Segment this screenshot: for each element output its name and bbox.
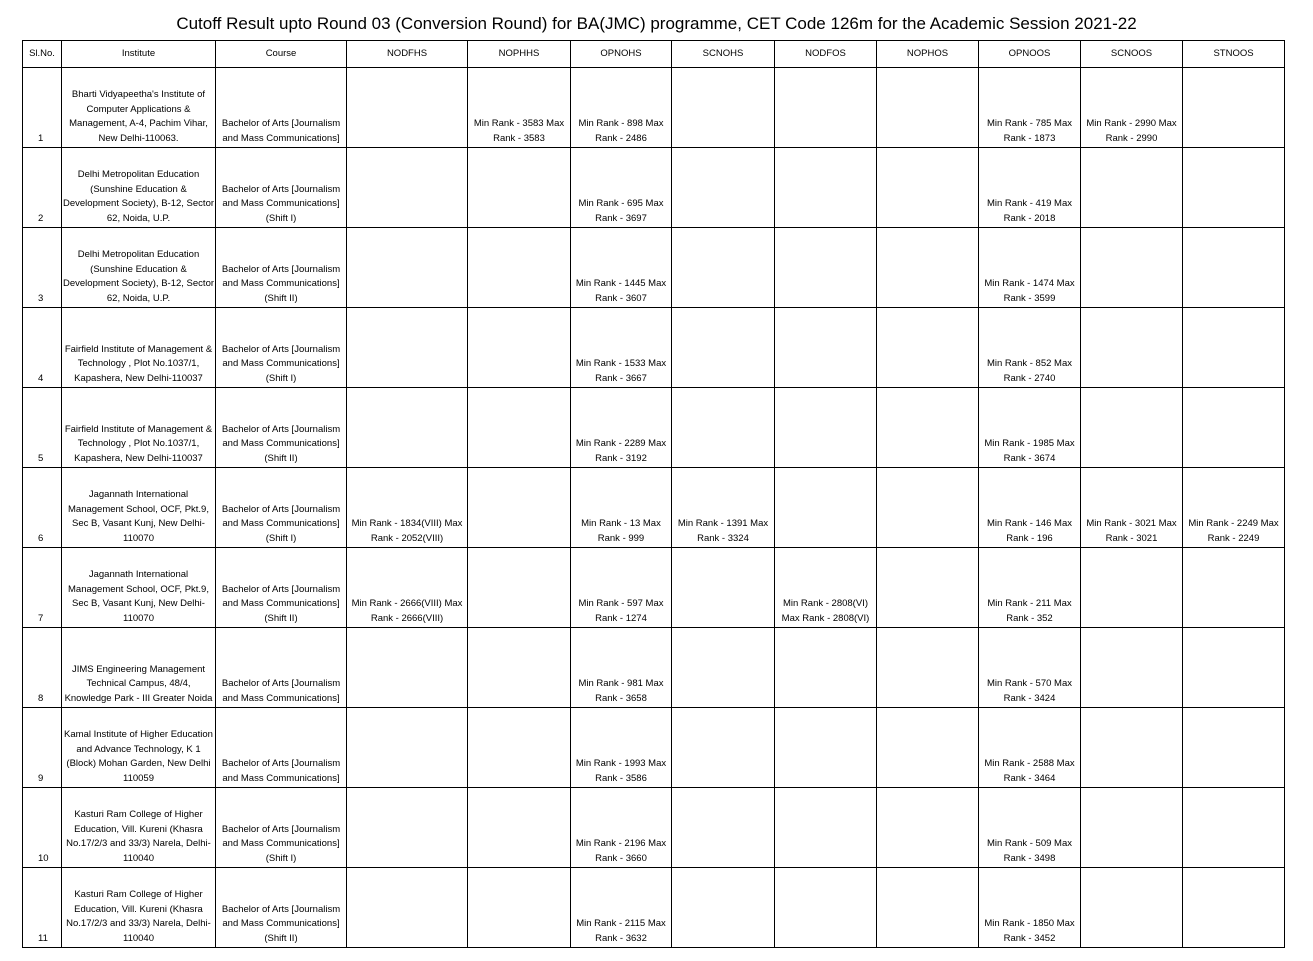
- cell-slno: 10: [23, 788, 62, 868]
- cell-opnoos: Min Rank - 570 Max Rank - 3424: [979, 628, 1081, 708]
- cell-institute: Kamal Institute of Higher Education and Advance Technology, K 1 (Block) Mohan Garden, New Delhi 110059: [62, 708, 216, 788]
- column-header-institute: Institute: [62, 41, 216, 68]
- cell-nodfos: [775, 228, 877, 308]
- cell-nodfhs: [347, 388, 468, 468]
- cell-nodfhs: [347, 708, 468, 788]
- cell-stnoos: [1183, 68, 1285, 148]
- table-row: [23, 868, 1285, 948]
- cell-course: Bachelor of Arts [Journalism and Mass Communications]: [216, 68, 347, 148]
- cell-slno: 7: [23, 548, 62, 628]
- cell-scnohs: [672, 68, 775, 148]
- cell-nophos: [877, 468, 979, 548]
- cell-nophhs: [468, 628, 571, 708]
- cell-course: Bachelor of Arts [Journalism and Mass Communications] (Shift II): [216, 228, 347, 308]
- cell-nodfos: [775, 628, 877, 708]
- cell-nophhs: [468, 468, 571, 548]
- column-header-opnoos: OPNOOS: [979, 41, 1081, 68]
- cell-nophhs: [468, 708, 571, 788]
- cell-stnoos: [1183, 708, 1285, 788]
- column-header-nodfos: NODFOS: [775, 41, 877, 68]
- cell-scnoos: [1081, 308, 1183, 388]
- cell-course: Bachelor of Arts [Journalism and Mass Communications]: [216, 708, 347, 788]
- cell-opnoos: Min Rank - 1474 Max Rank - 3599: [979, 228, 1081, 308]
- cell-nophos: [877, 148, 979, 228]
- cell-course: Bachelor of Arts [Journalism and Mass Communications] (Shift I): [216, 468, 347, 548]
- cell-nodfos: [775, 788, 877, 868]
- table-row: [23, 228, 1285, 308]
- cell-scnoos: [1081, 228, 1183, 308]
- cell-nodfhs: [347, 228, 468, 308]
- cell-slno: 11: [23, 868, 62, 948]
- cell-nodfhs: Min Rank - 1834(VIII) Max Rank - 2052(VIII): [347, 468, 468, 548]
- cell-nodfos: [775, 148, 877, 228]
- cell-nophos: [877, 628, 979, 708]
- table-header-row: [23, 41, 1285, 68]
- column-header-slno: Sl.No.: [23, 41, 62, 68]
- cell-opnoos: Min Rank - 852 Max Rank - 2740: [979, 308, 1081, 388]
- cell-nodfhs: [347, 868, 468, 948]
- cell-scnohs: [672, 868, 775, 948]
- table-row: [23, 548, 1285, 628]
- cell-scnoos: Min Rank - 3021 Max Rank - 3021: [1081, 468, 1183, 548]
- cell-nophos: [877, 548, 979, 628]
- cell-opnohs: Min Rank - 13 Max Rank - 999: [571, 468, 672, 548]
- cell-opnoos: Min Rank - 509 Max Rank - 3498: [979, 788, 1081, 868]
- page-title: Cutoff Result upto Round 03 (Conversion Round) for BA(JMC) programme, CET Code 126m for the Academic Session 2021-22: [176, 14, 1137, 33]
- cell-slno: 3: [23, 228, 62, 308]
- cell-nodfhs: [347, 68, 468, 148]
- cell-institute: Delhi Metropolitan Education (Sunshine Education & Development Society), B-12, Sector 62, Noida, U.P.: [62, 148, 216, 228]
- cell-institute: Delhi Metropolitan Education (Sunshine Education & Development Society), B-12, Sector 62, Noida, U.P.: [62, 228, 216, 308]
- cell-slno: 1: [23, 68, 62, 148]
- cell-nophhs: Min Rank - 3583 Max Rank - 3583: [468, 68, 571, 148]
- column-header-nophhs: NOPHHS: [468, 41, 571, 68]
- cell-opnohs: Min Rank - 981 Max Rank - 3658: [571, 628, 672, 708]
- cell-nodfhs: [347, 308, 468, 388]
- table-body: [23, 68, 1285, 948]
- cell-nodfos: [775, 868, 877, 948]
- cell-course: Bachelor of Arts [Journalism and Mass Communications] (Shift II): [216, 388, 347, 468]
- cell-institute: Jagannath International Management School, OCF, Pkt.9, Sec B, Vasant Kunj, New Delhi-110070: [62, 548, 216, 628]
- cell-scnohs: [672, 148, 775, 228]
- cell-slno: 4: [23, 308, 62, 388]
- cell-nodfos: [775, 388, 877, 468]
- cell-scnoos: [1081, 388, 1183, 468]
- cell-stnoos: Min Rank - 2249 Max Rank - 2249: [1183, 468, 1285, 548]
- cell-institute: Kasturi Ram College of Higher Education, Vill. Kureni (Khasra No.17/2/3 and 33/3) Narela, Delhi-110040: [62, 868, 216, 948]
- cell-scnoos: [1081, 868, 1183, 948]
- cell-opnohs: Min Rank - 695 Max Rank - 3697: [571, 148, 672, 228]
- table-row: [23, 388, 1285, 468]
- cell-nodfhs: [347, 148, 468, 228]
- cell-opnoos: Min Rank - 785 Max Rank - 1873: [979, 68, 1081, 148]
- cell-course: Bachelor of Arts [Journalism and Mass Communications] (Shift I): [216, 308, 347, 388]
- cell-institute: JIMS Engineering Management Technical Campus, 48/4, Knowledge Park - III Greater Noida: [62, 628, 216, 708]
- cell-scnohs: [672, 788, 775, 868]
- cell-nophos: [877, 228, 979, 308]
- cell-scnohs: [672, 708, 775, 788]
- cell-scnoos: [1081, 148, 1183, 228]
- cell-slno: 9: [23, 708, 62, 788]
- cell-course: Bachelor of Arts [Journalism and Mass Communications]: [216, 628, 347, 708]
- cell-nodfos: [775, 308, 877, 388]
- column-header-opnohs: OPNOHS: [571, 41, 672, 68]
- cell-course: Bachelor of Arts [Journalism and Mass Communications] (Shift I): [216, 788, 347, 868]
- cell-opnoos: Min Rank - 146 Max Rank - 196: [979, 468, 1081, 548]
- cell-nophos: [877, 708, 979, 788]
- column-header-scnoos: SCNOOS: [1081, 41, 1183, 68]
- cell-opnohs: Min Rank - 2115 Max Rank - 3632: [571, 868, 672, 948]
- cell-nophos: [877, 308, 979, 388]
- cell-scnohs: Min Rank - 1391 Max Rank - 3324: [672, 468, 775, 548]
- cell-stnoos: [1183, 548, 1285, 628]
- table-row: [23, 788, 1285, 868]
- cell-institute: Bharti Vidyapeetha's Institute of Computer Applications & Management, A-4, Pachim Vihar, New Delhi-110063.: [62, 68, 216, 148]
- cell-nodfos: [775, 468, 877, 548]
- cell-stnoos: [1183, 788, 1285, 868]
- cell-scnohs: [672, 228, 775, 308]
- cell-opnoos: Min Rank - 1850 Max Rank - 3452: [979, 868, 1081, 948]
- cell-nodfos: [775, 68, 877, 148]
- cell-scnoos: [1081, 708, 1183, 788]
- cell-nophhs: [468, 308, 571, 388]
- cell-opnohs: Min Rank - 898 Max Rank - 2486: [571, 68, 672, 148]
- cell-nophos: [877, 68, 979, 148]
- cell-nophhs: [468, 788, 571, 868]
- cell-scnoos: Min Rank - 2990 Max Rank - 2990: [1081, 68, 1183, 148]
- cell-nophos: [877, 788, 979, 868]
- cell-institute: Kasturi Ram College of Higher Education, Vill. Kureni (Khasra No.17/2/3 and 33/3) Narela, Delhi-110040: [62, 788, 216, 868]
- cell-nophhs: [468, 388, 571, 468]
- table-row: [23, 708, 1285, 788]
- cell-opnohs: Min Rank - 2289 Max Rank - 3192: [571, 388, 672, 468]
- cell-nophhs: [468, 148, 571, 228]
- cell-scnoos: [1081, 548, 1183, 628]
- cell-nophhs: [468, 868, 571, 948]
- cell-stnoos: [1183, 148, 1285, 228]
- cell-opnoos: Min Rank - 211 Max Rank - 352: [979, 548, 1081, 628]
- cell-nophos: [877, 388, 979, 468]
- cell-stnoos: [1183, 228, 1285, 308]
- column-header-course: Course: [216, 41, 347, 68]
- cutoff-table: [22, 40, 1285, 948]
- cell-institute: Fairfield Institute of Management & Technology , Plot No.1037/1, Kapashera, New Delhi-110037: [62, 308, 216, 388]
- column-header-stnoos: STNOOS: [1183, 41, 1285, 68]
- cell-course: Bachelor of Arts [Journalism and Mass Communications] (Shift I): [216, 148, 347, 228]
- cell-stnoos: [1183, 628, 1285, 708]
- cell-opnohs: Min Rank - 597 Max Rank - 1274: [571, 548, 672, 628]
- cell-institute: Jagannath International Management School, OCF, Pkt.9, Sec B, Vasant Kunj, New Delhi-110070: [62, 468, 216, 548]
- cell-opnohs: Min Rank - 1533 Max Rank - 3667: [571, 308, 672, 388]
- cell-stnoos: [1183, 868, 1285, 948]
- cell-slno: 6: [23, 468, 62, 548]
- cell-course: Bachelor of Arts [Journalism and Mass Communications] (Shift II): [216, 868, 347, 948]
- cell-nophos: [877, 868, 979, 948]
- cell-opnohs: Min Rank - 1445 Max Rank - 3607: [571, 228, 672, 308]
- cell-nodfhs: [347, 788, 468, 868]
- cell-nodfos: Min Rank - 2808(VI) Max Rank - 2808(VI): [775, 548, 877, 628]
- cell-scnoos: [1081, 628, 1183, 708]
- cell-opnoos: Min Rank - 1985 Max Rank - 3674: [979, 388, 1081, 468]
- cell-slno: 8: [23, 628, 62, 708]
- cell-slno: 2: [23, 148, 62, 228]
- cell-nodfhs: [347, 628, 468, 708]
- cell-course: Bachelor of Arts [Journalism and Mass Communications] (Shift II): [216, 548, 347, 628]
- cell-opnohs: Min Rank - 1993 Max Rank - 3586: [571, 708, 672, 788]
- column-header-nophos: NOPHOS: [877, 41, 979, 68]
- cell-opnoos: Min Rank - 2588 Max Rank - 3464: [979, 708, 1081, 788]
- column-header-nodfhs: NODFHS: [347, 41, 468, 68]
- cell-opnohs: Min Rank - 2196 Max Rank - 3660: [571, 788, 672, 868]
- cell-opnoos: Min Rank - 419 Max Rank - 2018: [979, 148, 1081, 228]
- cell-nodfhs: Min Rank - 2666(VIII) Max Rank - 2666(VIII): [347, 548, 468, 628]
- cell-institute: Fairfield Institute of Management & Technology , Plot No.1037/1, Kapashera, New Delhi-110037: [62, 388, 216, 468]
- cell-scnohs: [672, 388, 775, 468]
- column-header-scnohs: SCNOHS: [672, 41, 775, 68]
- cell-slno: 5: [23, 388, 62, 468]
- table-row: [23, 628, 1285, 708]
- cell-nophhs: [468, 228, 571, 308]
- table-row: [23, 148, 1285, 228]
- table-row: [23, 468, 1285, 548]
- cell-scnoos: [1081, 788, 1183, 868]
- table-row: [23, 308, 1285, 388]
- cell-nodfos: [775, 708, 877, 788]
- cell-scnohs: [672, 308, 775, 388]
- cell-scnohs: [672, 548, 775, 628]
- table-row: [23, 68, 1285, 148]
- cell-stnoos: [1183, 388, 1285, 468]
- cell-scnohs: [672, 628, 775, 708]
- cell-nophhs: [468, 548, 571, 628]
- cell-stnoos: [1183, 308, 1285, 388]
